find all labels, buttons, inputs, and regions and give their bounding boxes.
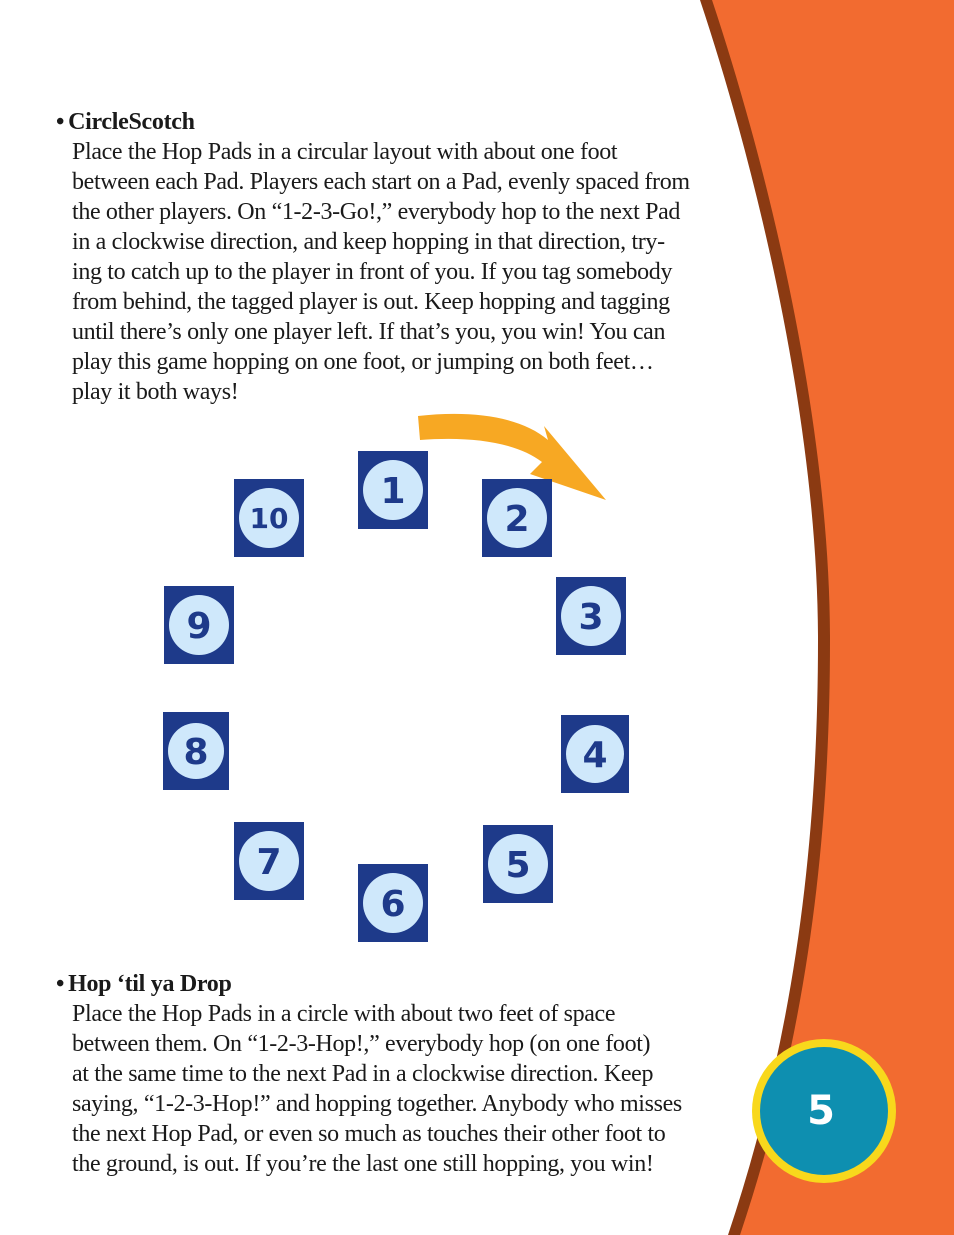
pad-number: 4 xyxy=(582,735,608,776)
paragraph-line: play it both ways! xyxy=(72,379,239,405)
pad-number: 8 xyxy=(183,732,209,773)
section-hop-til-ya-drop xyxy=(56,969,746,1179)
paragraph-line: until there’s only one player left. If that’s you, you win! You can xyxy=(72,319,666,345)
paragraph-line: ing to catch up to the player in front of you. If you tag somebody xyxy=(72,259,673,285)
pad-number: 5 xyxy=(505,845,531,886)
page-number-badge xyxy=(747,1034,901,1188)
pad-number: 9 xyxy=(186,606,212,647)
paragraph-line: in a clockwise direction, and keep hopping in that direction, try- xyxy=(72,229,665,255)
paragraph-line: the ground, is out. If you’re the last one still hopping, you win! xyxy=(72,1151,654,1177)
paragraph-line: Place the Hop Pads in a circular layout with about one foot xyxy=(72,139,618,165)
bullet: • xyxy=(56,971,65,997)
paragraph-line: saying, “1-2-3-Hop!” and hopping together. Anybody who misses xyxy=(72,1091,682,1117)
pad-number: 6 xyxy=(380,884,406,925)
paragraph-line: the other players. On “1-2-3-Go!,” everybody hop to the next Pad xyxy=(72,199,681,225)
hop-pad-5 xyxy=(483,825,553,903)
pad-number: 7 xyxy=(256,842,282,883)
page-number: 5 xyxy=(807,1088,835,1134)
hop-pad-4 xyxy=(561,715,629,793)
heading-text: CircleScotch xyxy=(68,109,195,135)
paragraph-line: between each Pad. Players each start on a Pad, evenly spaced from xyxy=(72,169,690,195)
paragraph-line: from behind, the tagged player is out. Keep hopping and tagging xyxy=(72,289,670,315)
hop-pad-7 xyxy=(234,822,304,900)
bullet: • xyxy=(56,109,65,135)
paragraph-line: at the same time to the next Pad in a clockwise direction. Keep xyxy=(72,1061,654,1087)
hop-pad-9 xyxy=(164,586,234,664)
pad-number: 2 xyxy=(504,499,530,540)
hop-pad-6 xyxy=(358,864,428,942)
paragraph-line: Place the Hop Pads in a circle with about two feet of space xyxy=(72,1001,616,1027)
hop-pad-3 xyxy=(556,577,626,655)
section-paragraph xyxy=(72,999,746,1179)
hop-pad-8 xyxy=(163,712,229,790)
hop-pad-10 xyxy=(234,479,304,557)
paragraph-line: the next Hop Pad, or even so much as touches their other foot to xyxy=(72,1121,666,1147)
pad-number: 3 xyxy=(578,597,604,638)
heading-text: Hop ‘til ya Drop xyxy=(68,971,232,997)
section-heading xyxy=(56,969,746,999)
pad-number: 10 xyxy=(249,502,289,535)
paragraph-line: between them. On “1-2-3-Hop!,” everybody hop (on one foot) xyxy=(72,1031,651,1057)
hop-pad-2 xyxy=(482,479,552,557)
hop-pads-group xyxy=(163,451,629,942)
pad-number: 1 xyxy=(380,471,406,512)
paragraph-line: play this game hopping on one foot, or jumping on both feet… xyxy=(72,349,654,375)
hop-pad-1 xyxy=(358,451,428,529)
